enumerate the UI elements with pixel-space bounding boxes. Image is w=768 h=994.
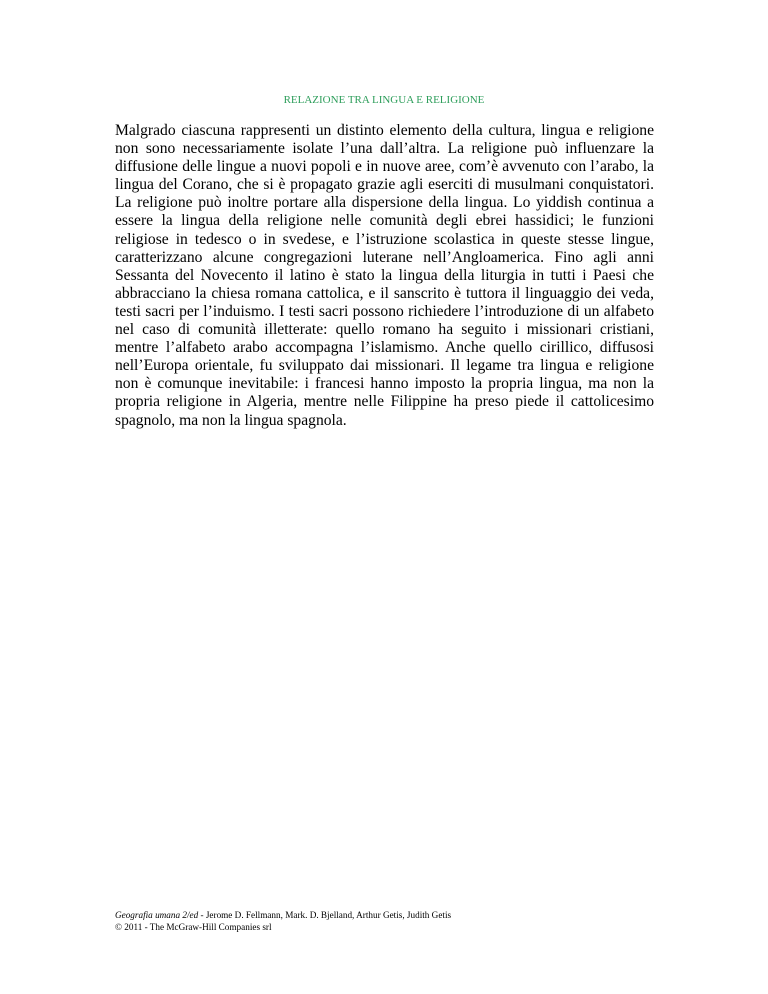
footer-copyright: © 2011 - The McGraw-Hill Companies srl xyxy=(115,922,272,932)
page-title: RELAZIONE TRA LINGUA E RELIGIONE xyxy=(283,94,485,106)
footer-authors: - Jerome D. Fellmann, Mark. D. Bjelland, Arthur Getis, Judith Getis xyxy=(198,910,452,920)
body-paragraph: Malgrado ciascuna rappresenti un distinto elemento della cultura, lingua e religione non sono necessariamente isolate l’una dall’altra. La religione può influenzare la diffusione delle lingue a nuovi popoli e in nuove aree, com’è avvenuto con l’arabo, la lingua del Corano, che si è propagato grazie agli eserciti di musulmani conquistatori. La religione può inoltre portare alla dispersione della lingua. Lo yiddish continua a essere la lingua della religione nelle comunità degli ebrei hassidici; le funzioni religiose in tedesco o in svedese, e l’istruzione scolastica in queste stesse lingue, caratterizzano alcune congregazioni luterane nell’Angloamerica. Fino agli anni Sessanta del Novecento il latino è stato la lingua della liturgia in tutti i Paesi che abbracciano la chiesa romana cattolica, e il sanscrito è tuttora il linguaggio dei veda, testi sacri per l’induismo. I testi sacri possono richiedere l’introduzione di un alfabeto nel caso di comunità illetterate: quello romano ha seguito i missionari cristiani, mentre l’alfabeto arabo accompagna l’islamismo. Anche quello cirillico, diffusosi nell’Europa orientale, fu sviluppato dai missionari. Il legame tra lingua e religione non è comunque inevitabile: i francesi hanno imposto la propria lingua, ma non la propria religione in Algeria, mentre nelle Filippine ha preso piede il cattolicesimo spagnolo, ma non la lingua spagnola. xyxy=(115,122,654,429)
footer xyxy=(115,909,675,933)
footer-citation xyxy=(115,909,675,921)
footer-book-title: Geografia umana 2/ed xyxy=(115,910,199,920)
